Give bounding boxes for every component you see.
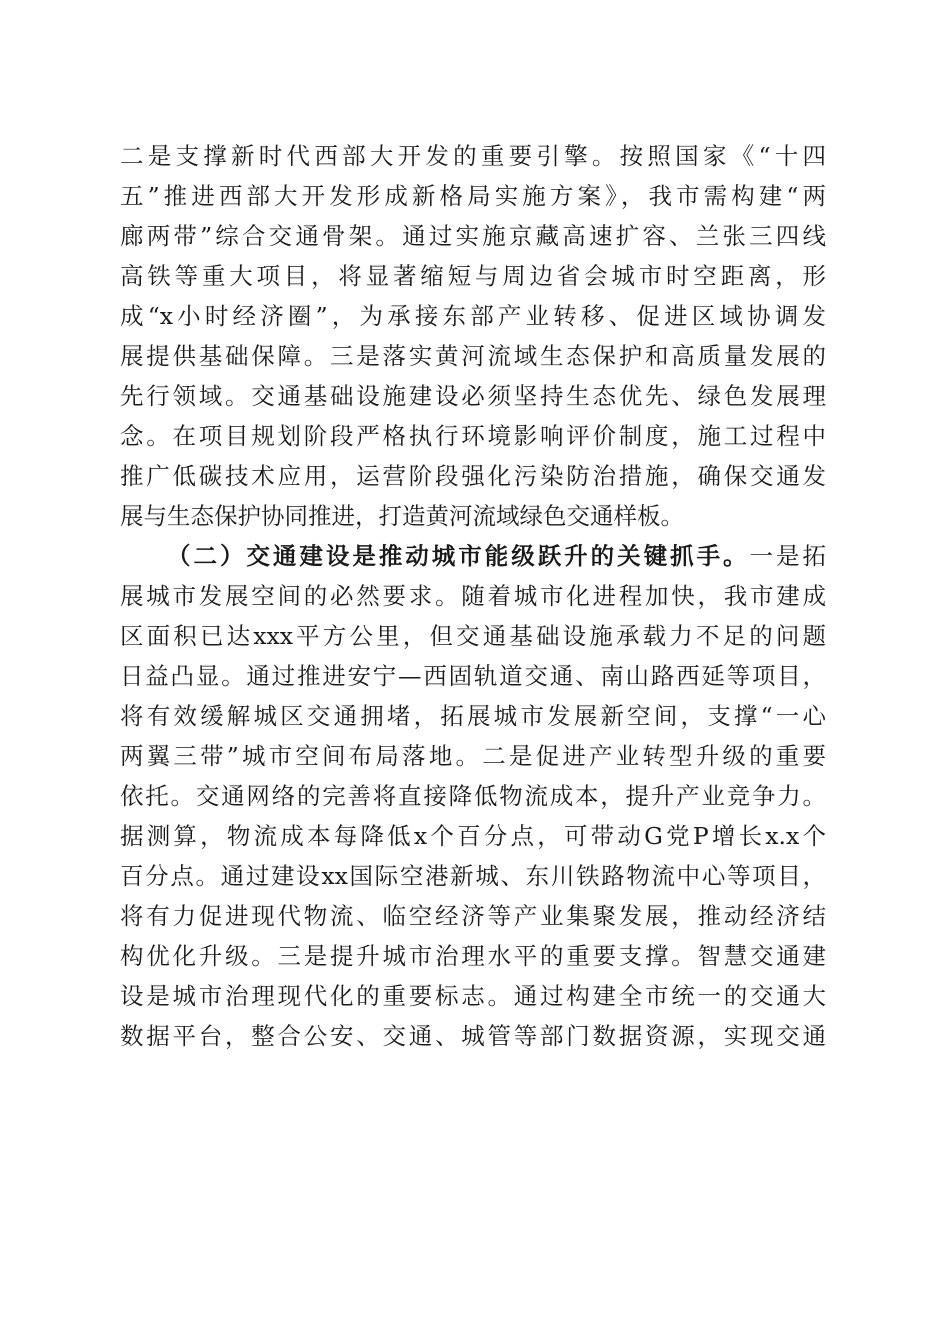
text-line: 将有效缓解城区交通拥堵，拓展城市发展新空间，支撑“一心 xyxy=(120,702,826,730)
text-line: 廊两带”综合交通骨架。通过实施京藏高速扩容、兰张三四线 xyxy=(120,222,826,250)
text-line: 两翼三带”城市空间布局落地。二是促进产业转型升级的重要 xyxy=(120,742,826,770)
body-text xyxy=(120,136,826,1056)
text-line: 数据平台，整合公安、交通、城管等部门数据资源，实现交通 xyxy=(120,1022,826,1050)
paragraph-1 xyxy=(120,136,826,536)
text-line: 将有力促进现代物流、临空经济等产业集聚发展，推动经济结 xyxy=(120,902,826,930)
text-line: 二是支撑新时代西部大开发的重要引擎。按照国家《“十四 xyxy=(120,142,826,170)
text-line: 推广低碳技术应用，运营阶段强化污染防治措施，确保交通发 xyxy=(120,462,826,490)
text-line: 区面积已达xxx平方公里，但交通基础设施承载力不足的问题 xyxy=(120,622,826,650)
section-heading: （二）交通建设是推动城市能级跃升的关键抓手。 xyxy=(167,542,750,570)
text-line: 依托。交通网络的完善将直接降低物流成本，提升产业竞争力。 xyxy=(120,782,826,810)
text-line: 展提供基础保障。三是落实黄河流域生态保护和高质量发展的 xyxy=(120,342,826,370)
text-line: 念。在项目规划阶段严格执行环境影响评价制度，施工过程中 xyxy=(120,422,826,450)
text-line: 先行领域。交通基础设施建设必须坚持生态优先、绿色发展理 xyxy=(120,382,826,410)
text-line: 构优化升级。三是提升城市治理水平的重要支撑。智慧交通建 xyxy=(120,942,826,970)
text-line: 设是城市治理现代化的重要标志。通过构建全市统一的交通大 xyxy=(120,982,826,1010)
text-line: 展与生态保护协同推进，打造黄河流域绿色交通样板。 xyxy=(120,502,684,530)
text-line: 成“x小时经济圈”，为承接东部产业转移、促进区域协调发 xyxy=(120,302,826,330)
text-line: 展城市发展空间的必然要求。随着城市化进程加快，我市建成 xyxy=(120,582,826,610)
text-line: 五”推进西部大开发形成新格局实施方案》，我市需构建“两 xyxy=(120,182,826,210)
text-line: 据测算，物流成本每降低x个百分点，可带动G党P增长x.x个 xyxy=(120,822,826,850)
paragraph-2 xyxy=(120,536,826,1056)
text-line: 百分点。通过建设xx国际空港新城、东川铁路物流中心等项目， xyxy=(120,862,826,890)
text-run: 一是拓 xyxy=(749,542,827,570)
section-heading-line xyxy=(120,536,826,576)
text-line: 高铁等重大项目，将显著缩短与周边省会城市时空距离，形 xyxy=(120,262,826,290)
text-line: 日益凸显。通过推进安宁—西固轨道交通、南山路西延等项目， xyxy=(120,662,826,690)
